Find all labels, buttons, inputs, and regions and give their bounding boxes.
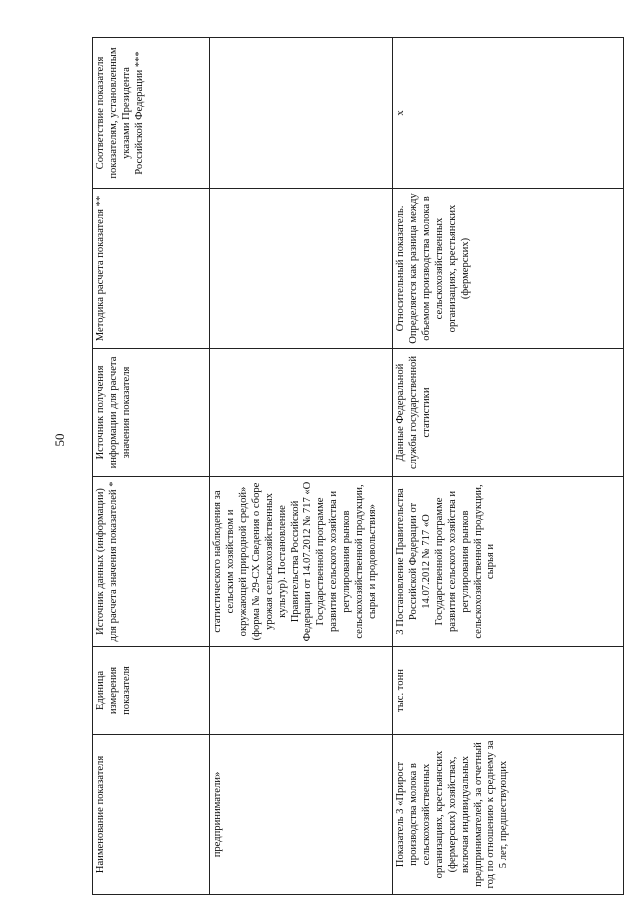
cell-conformity: x xyxy=(393,38,624,189)
cell-name: Показатель 3 «Прирост производства молока в сельскохозяйственных организациях, крестьянских (фермерских) хозяйствах, включая индивидуальных предпринимателей, за отчетный год по отношению к среднему за 5 лет, предшествующих xyxy=(393,735,624,895)
cell-origin: Данные Федеральной службы государственной статистики xyxy=(393,349,624,477)
cell-conformity xyxy=(210,38,393,189)
header-method: Методика расчета показателя ** xyxy=(93,189,210,349)
cell-source: 3 Постановление Правительства Российской Федерации от 14.07.2012 № 717 «О Государственной программе развития сельского хозяйства и регулирования рынков сельскохозяйственной продукции, сырья и xyxy=(393,477,624,647)
header-origin: Источник получения информации для расчета значения показателя xyxy=(93,349,210,477)
header-conformity: Соответствие показателя показателям, установленным указами Президента Российской Федерации *** xyxy=(93,38,210,189)
cell-unit xyxy=(210,647,393,735)
indicator-table xyxy=(92,37,624,895)
header-source: Источник данных (информации) для расчета значения показателей * xyxy=(93,477,210,647)
cell-name: предприниматели» xyxy=(210,735,393,895)
page-number: 50 xyxy=(52,433,67,447)
cell-unit: тыс. тонн xyxy=(393,647,624,735)
header-row xyxy=(93,38,210,895)
header-unit: Единица измерения показателя xyxy=(93,647,210,735)
table-row xyxy=(393,38,624,895)
cell-source: статистического наблюдения за сельским хозяйством и окружающей природной средой» (форма № 29-СХ Сведения о сборе урожая сельскохозяйственных культур). Постановление Правительства Российской Федерации от 14.07.2012 № 717 «О Государственной программе развития сельского хозяйства и регулирования рынков сельскохозяйственной продукции, сырья и продовольствия» xyxy=(210,477,393,647)
cell-method xyxy=(210,189,393,349)
table-row xyxy=(210,38,393,895)
cell-origin xyxy=(210,349,393,477)
indicator-table-container xyxy=(92,38,614,895)
cell-method: Относительный показатель. Определяется как разница между объемом производства молока в сельскохозяйственных организациях, крестьянских (фермерских) xyxy=(393,189,624,349)
header-name: Наименование показателя xyxy=(93,735,210,895)
